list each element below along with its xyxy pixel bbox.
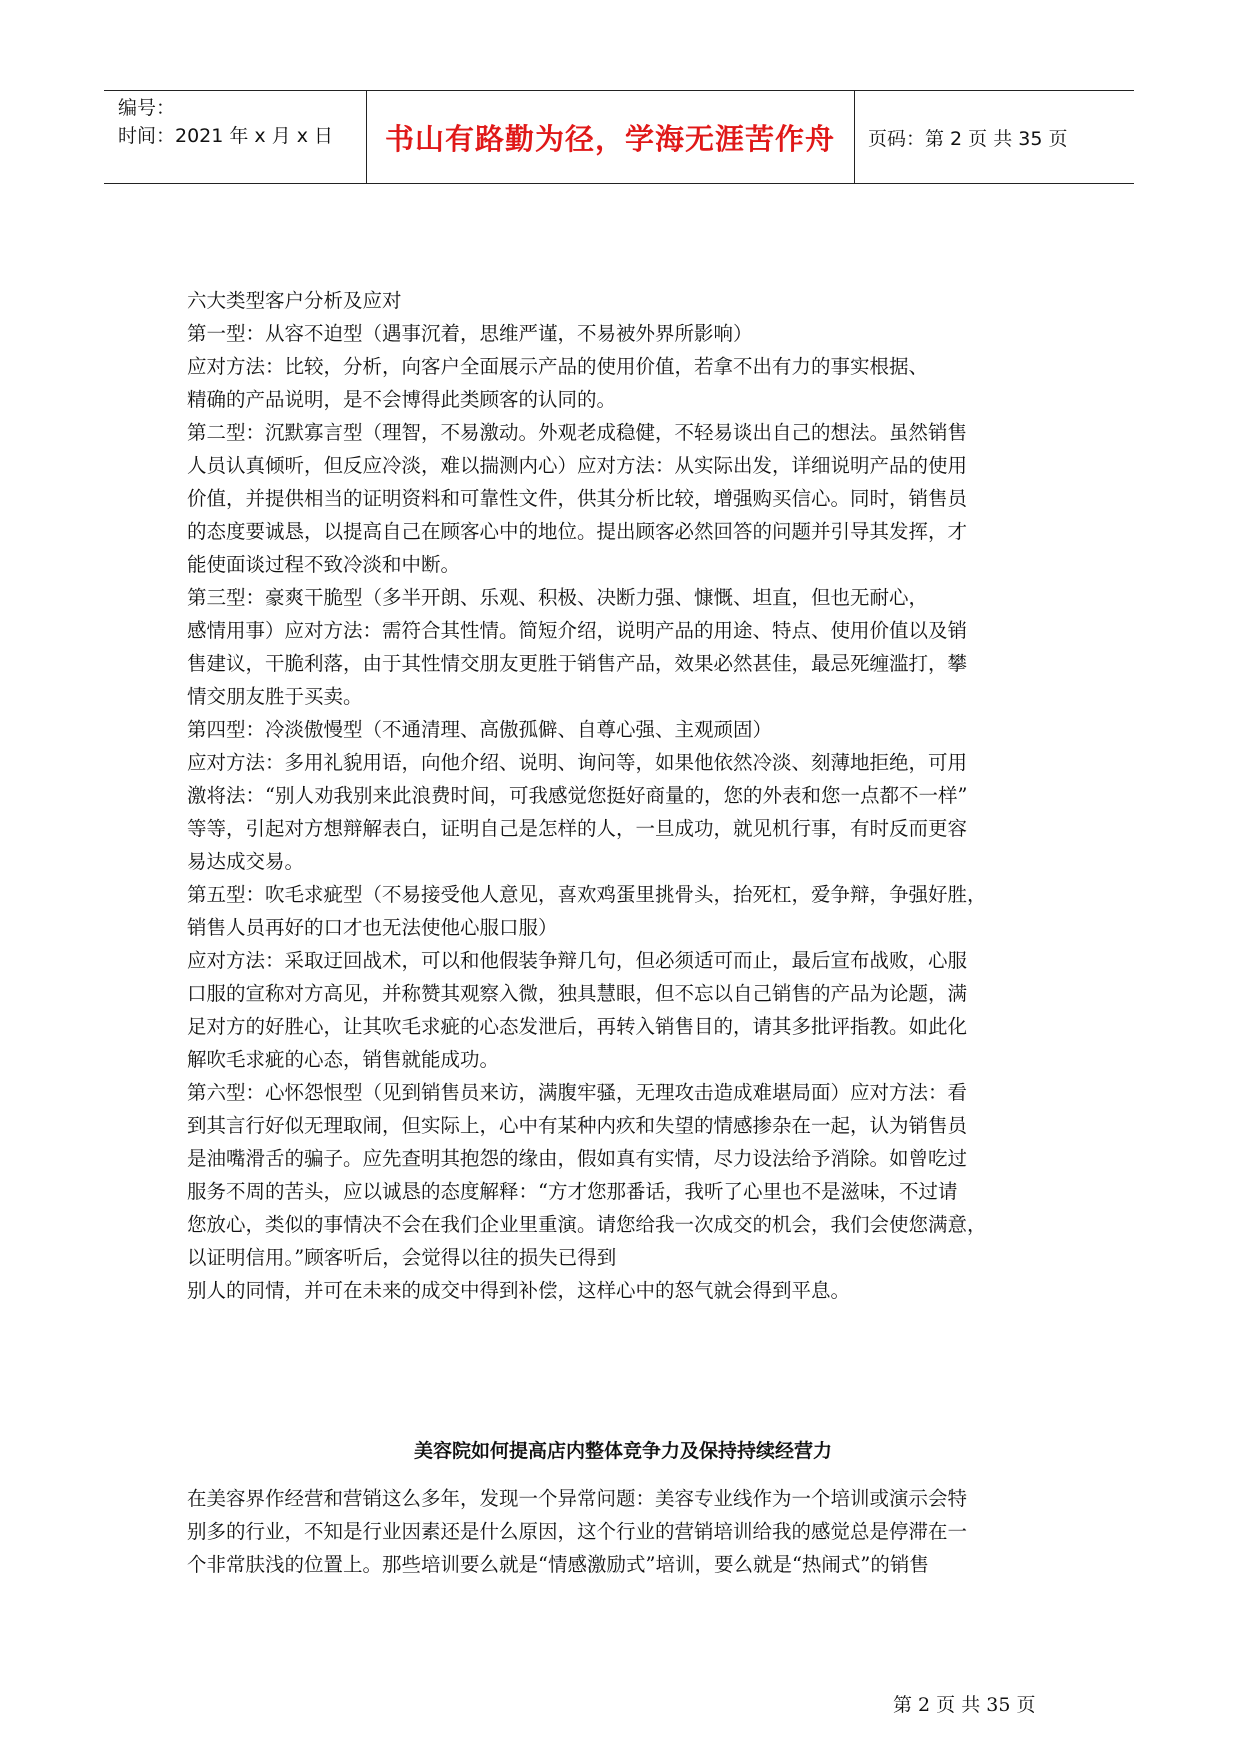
time-label: 时间：2021 年 x 月 x 日	[118, 125, 334, 147]
body-line: 易达成交易。	[187, 850, 305, 873]
body-line: 第五型：吹毛求疵型（不易接受他人意见，喜欢鸡蛋里挑骨头，抬死杠，爱争辩，争强好胜，	[187, 883, 987, 906]
body-line: 服务不周的苦头，应以诚恳的态度解释：“方才您那番话，我听了心里也不是滋味，不过请	[187, 1180, 958, 1203]
body-line: 感情用事）应对方法：需符合其性情。简短介绍，说明产品的用途、特点、使用价值以及销	[187, 619, 968, 642]
page-label: 页码：第 2 页 共 35 页	[868, 128, 1068, 150]
body-line: 的态度要诚恳，以提高自己在顾客心中的地位。提出顾客必然回答的问题并引导其发挥，才	[187, 520, 968, 543]
number-label: 编号：	[118, 97, 176, 119]
motto: 书山有路勤为径，学海无涯苦作舟	[384, 122, 835, 156]
body-line: 第三型：豪爽干脆型（多半开朗、乐观、积极、决断力强、慷慨、坦直，但也无耐心，	[187, 586, 929, 609]
body-line: 六大类型客户分析及应对	[187, 289, 402, 312]
body-line: 售建议，干脆利落，由于其性情交朋友更胜于销售产品，效果必然甚佳，最忌死缠滥打，攀	[187, 652, 968, 675]
body-line: 第二型：沉默寡言型（理智，不易激动。外观老成稳健，不轻易谈出自己的想法。虽然销售	[187, 421, 968, 444]
body-line: 您放心，类似的事情决不会在我们企业里重演。请您给我一次成交的机会，我们会使您满意，	[187, 1213, 987, 1236]
body-line: 第四型：冷淡傲慢型（不通清理、高傲孤僻、自尊心强、主观顽固）	[187, 718, 773, 741]
body-line: 是油嘴滑舌的骗子。应先查明其抱怨的缘由，假如真有实情，尽力设法给予消除。如曾吃过	[187, 1147, 968, 1170]
body-line: 以证明信用。”顾客听后，会觉得以往的损失已得到	[187, 1246, 617, 1269]
body-line: 解吹毛求疵的心态，销售就能成功。	[187, 1048, 500, 1071]
body-line: 应对方法：比较，分析，向客户全面展示产品的使用价值，若拿不出有力的事实根据、	[187, 355, 929, 378]
article-line: 在美容界作经营和营销这么多年，发现一个异常问题：美容专业线作为一个培训或演示会特	[187, 1487, 968, 1510]
article-line: 个非常肤浅的位置上。那些培训要么就是“情感激励式”培训，要么就是“热闹式”的销售	[187, 1553, 929, 1576]
body-line: 价值，并提供相当的证明资料和可靠性文件，供其分析比较，增强购买信心。同时，销售员	[187, 487, 968, 510]
body-line: 等等，引起对方想辩解表白，证明自己是怎样的人，一旦成功，就见机行事，有时反而更容	[187, 817, 968, 840]
body-line: 人员认真倾听，但反应冷淡，难以揣测内心）应对方法：从实际出发，详细说明产品的使用	[187, 454, 968, 477]
body-line: 情交朋友胜于买卖。	[187, 685, 363, 708]
page-footer: 第 2 页 共 35 页	[893, 1694, 1036, 1716]
body-line: 能使面谈过程不致冷淡和中断。	[187, 553, 461, 576]
body-line: 应对方法：采取迂回战术，可以和他假装争辩几句，但必须适可而止，最后宣布战败，心服	[187, 949, 968, 972]
body-paragraph	[187, 284, 1059, 1307]
body-line: 别人的同情，并可在未来的成交中得到补偿，这样心中的怒气就会得到平息。	[187, 1279, 851, 1302]
body-line: 销售人员再好的口才也无法使他心服口服）	[187, 916, 558, 939]
body-text	[187, 284, 1059, 1307]
header-left-cell	[104, 91, 367, 183]
article-paragraph	[187, 1482, 1059, 1581]
header-page-cell	[854, 91, 1134, 183]
body-line: 精确的产品说明，是不会博得此类顾客的认同的。	[187, 388, 617, 411]
body-line: 激将法：“别人劝我别来此浪费时间，可我感觉您挺好商量的，您的外表和您一点都不一样”	[187, 784, 968, 807]
article-line: 别多的行业，不知是行业因素还是什么原因，这个行业的营销培训给我的感觉总是停滞在一	[187, 1520, 968, 1543]
article-title: 美容院如何提高店内整体竞争力及保持持续经营力	[413, 1440, 832, 1462]
body-line: 应对方法：多用礼貌用语，向他介绍、说明、询问等，如果他依然冷淡、刻薄地拒绝，可用	[187, 751, 968, 774]
document-header	[104, 90, 1134, 184]
header-motto-cell	[366, 91, 855, 183]
article-body	[187, 1482, 1059, 1581]
body-line: 到其言行好似无理取闹，但实际上，心中有某种内疚和失望的情感掺杂在一起，认为销售员	[187, 1114, 968, 1137]
body-line: 足对方的好胜心，让其吹毛求疵的心态发泄后，再转入销售目的，请其多批评指教。如此化	[187, 1015, 968, 1038]
body-line: 口服的宣称对方高见，并称赞其观察入微，独具慧眼，但不忘以自己销售的产品为论题，满	[187, 982, 968, 1005]
body-line: 第六型：心怀怨恨型（见到销售员来访，满腹牢骚，无理攻击造成难堪局面）应对方法：看	[187, 1081, 968, 1104]
body-line: 第一型：从容不迫型（遇事沉着，思维严谨，不易被外界所影响）	[187, 322, 753, 345]
